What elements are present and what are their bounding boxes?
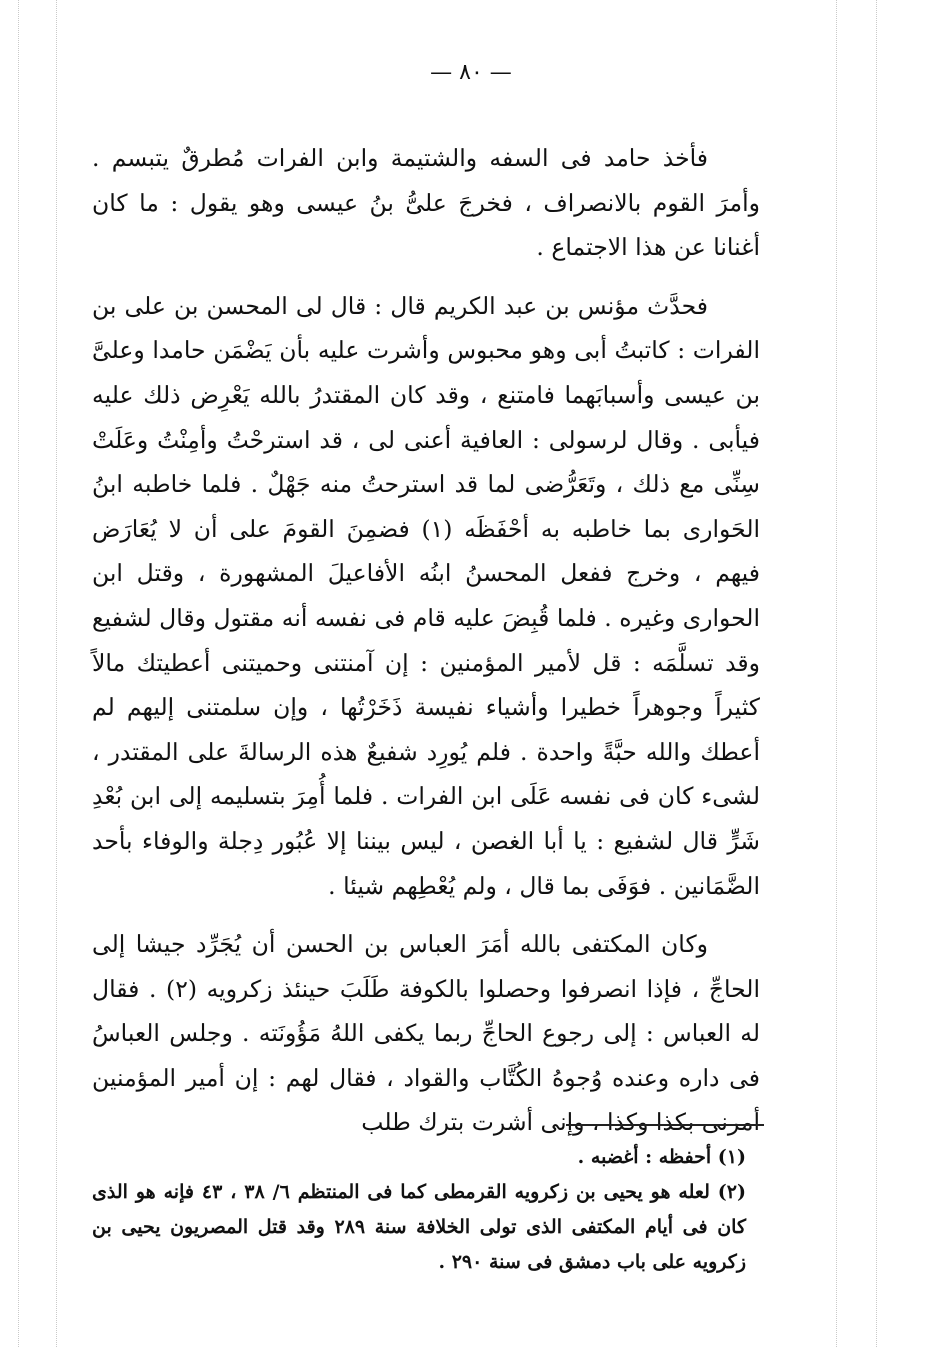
footnote: (١) أحفظه : أغضبه . [577, 1146, 746, 1168]
main-text [92, 136, 760, 1145]
footnotes [92, 1140, 760, 1280]
scan-guide-line [56, 0, 57, 1347]
paragraph: وكان المكتفى بالله أمَرَ العباس بن الحسن أن يُجَرِّد جيشا إلى الحاجِّ ، فإذا انصرفوا وحصلوا بالكوفة طَلَبَ حينئذ زكرويه (٢) . فقال له العباس : إلى رجوع الحاجِّ ربما يكفى اللهُ مَؤُونَته . وجلس العباسُ فى داره وعنده وُجوهُ الكُتَّاب والقواد ، فقال لهم : إن أمير المؤمنين أمرنى بكذا وكذا ، وإنى أشرت بترك طلب [92, 930, 761, 1137]
footnote-separator [566, 1124, 764, 1126]
scan-guide-line [18, 0, 19, 1347]
page-number: — ٨٠ — [430, 60, 512, 85]
scan-guide-line [876, 0, 877, 1347]
footnote: (٢) لعله هو يحيى بن زكرويه القرمطى كما فى المنتظم ٦/ ٣٨ ، ٤٣ فإنه هو الذى كان فى أيام المكتفى الذى تولى الخلافة سنة ٢٨٩ وقد قتل المصريون يحيى بن زكرويه على باب دمشق فى سنة ٢٩٠ . [92, 1181, 747, 1273]
paragraph: فحدَّث مؤنس بن عبد الكريم قال : قال لى المحسن بن على بن الفرات : كاتبتُ أبى وهو محبوس وأشرت عليه بأن يَضْمَن حامدا وعلىَّ بن عيسى وأسبابَهما فامتنع ، وقد كان المقتدرُ بالله يَعْرِض ذلك عليه فيأبى . وقال لرسولى : العافية أعنى لى ، قد استرحْتُ وأمِنْتُ وعَلَتْ سِنِّى مع ذلك ، وتَعَرُّضى لما قد استرحتُ منه جَهْلٌ . فلما خاطبه ابنُ الحَوارى بما خاطبه به أحْفَظَه (١) فضمِنَ القومَ على أن لا يُعَارَض فيهم ، وخرج ففعل المحسنُ ابنُه الأفاعيلَ المشهورة ، وقتل ابن الحوارى وغيره . فلما قُبِضَ عليه قام فى نفسه أنه مقتول وقال لشفيع وقد تسلَّمَه : قل لأمير المؤمنين : إن آمنتنى وحميتنى أعطيتك مالاً كثيراً وجوهراً خطيرا وأشياء نفيسة ذَخَرْتُها ، وإن سلمتنى إليهم لم أعطك والله حبَّةً واحدة . فلم يُورِد شفيعٌ هذه الرسالةَ على المقتدر ، لشىء كان فى نفسه عَلَى ابن الفرات . فلما أُمِرَ بتسليمه إلى ابن بُعْدِ شَرٍّ قال لشفيع : يا أبا الغصن ، ليس بيننا إلا عُبُور دِجلة والوفاء بأحد الضَّمَانين . فوَفَى بما قال ، ولم يُعْطِهم شيئا . [92, 291, 761, 900]
paragraph: فأخذ حامد فى السفه والشتيمة وابن الفرات مُطرقٌ يتبسم . وأمرَ القوم بالانصراف ، فخرجَ علىُّ بنُ عيسى وهو يقول : ما كان أغنانا عن هذا الاجتماع . [92, 144, 760, 262]
scan-guide-line [836, 0, 837, 1347]
